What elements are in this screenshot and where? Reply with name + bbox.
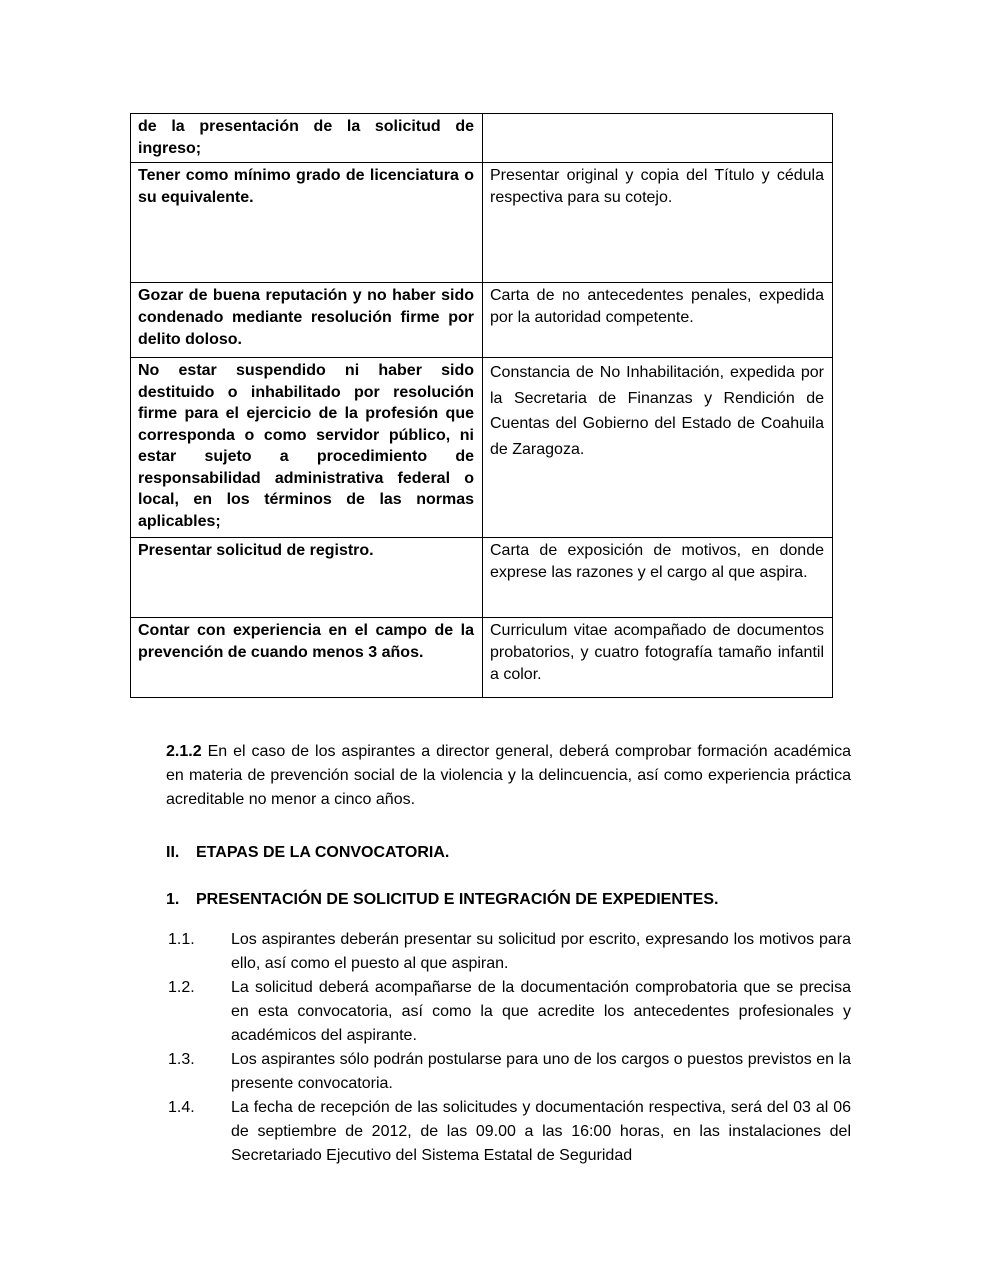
requirement-cell: No estar suspendido ni haber sido destituido o inhabilitado por resolución firme para el ejercicio de la profesión que corresponda o como servidor público, ni estar sujeto a procedimiento de responsabilidad administrativa federal o local, en los términos de las normas aplicables; (131, 358, 483, 538)
document-cell: Curriculum vitae acompañado de documentos probatorios, y cuatro fotografía tamaño infantil a color. (483, 618, 833, 698)
section-numeral: II. (166, 844, 180, 861)
section-heading-etapas (166, 843, 866, 863)
paragraph-2-1-2 (166, 740, 851, 812)
list-item-text: Los aspirantes deberán presentar su solicitud por escrito, expresando los motivos para ello, así como el puesto al que aspiran. (231, 931, 851, 972)
requirement-cell: Tener como mínimo grado de licenciatura o su equivalente. (131, 163, 483, 283)
document-cell: Carta de no antecedentes penales, expedida por la autoridad competente. (483, 283, 833, 358)
list-item (168, 1096, 851, 1168)
document-cell: Carta de exposición de motivos, en donde exprese las razones y el cargo al que aspira. (483, 538, 833, 618)
list-item (168, 928, 851, 976)
list-item-number: 1.2. (168, 979, 195, 996)
subsection-heading-presentacion (166, 890, 866, 910)
list-item-number: 1.4. (168, 1099, 195, 1116)
section-title: ETAPAS DE LA CONVOCATORIA. (196, 844, 450, 861)
table-row (131, 618, 833, 698)
list-item-text: Los aspirantes sólo podrán postularse para uno de los cargos o puestos previstos en la presente convocatoria. (231, 1051, 851, 1092)
table-row (131, 114, 833, 163)
list-item-number: 1.1. (168, 931, 195, 948)
document-cell: Constancia de No Inhabilitación, expedida por la Secretaria de Finanzas y Rendición de Cuentas del Gobierno del Estado de Coahuila de Zaragoza. (483, 358, 833, 538)
paragraph-text: En el caso de los aspirantes a director general, deberá comprobar formación académica en materia de prevención social de la violencia y la delincuencia, así como experiencia práctica acreditable no menor a cinco años. (166, 743, 851, 808)
list-item-text: La solicitud deberá acompañarse de la documentación comprobatoria que se precisa en esta convocatoria, así como la que acredite los antecedentes profesionales y académicos del aspirante. (231, 979, 851, 1044)
table-row (131, 358, 833, 538)
numbered-list (168, 928, 851, 1168)
list-item (168, 1048, 851, 1096)
requirement-cell: Gozar de buena reputación y no haber sido condenado mediante resolución firme por delito doloso. (131, 283, 483, 358)
table-row (131, 283, 833, 358)
list-item-text: La fecha de recepción de las solicitudes y documentación respectiva, será del 03 al 06 de septiembre de 2012, de las 09.00 a las 16:00 horas, en las instalaciones del Secretariado Ejecutivo del Sistema Estatal de Seguridad (231, 1099, 851, 1164)
document-cell: Presentar original y copia del Título y cédula respectiva para su cotejo. (483, 163, 833, 283)
list-item-number: 1.3. (168, 1051, 195, 1068)
table-row (131, 538, 833, 618)
table-row (131, 163, 833, 283)
document-cell (483, 114, 833, 163)
requirement-cell: de la presentación de la solicitud de ingreso; (131, 114, 483, 163)
subsection-title: PRESENTACIÓN DE SOLICITUD E INTEGRACIÓN DE EXPEDIENTES. (196, 891, 719, 908)
paragraph-number: 2.1.2 (166, 743, 202, 760)
requirements-table (130, 113, 833, 698)
requirement-cell: Contar con experiencia en el campo de la prevención de cuando menos 3 años. (131, 618, 483, 698)
requirement-cell: Presentar solicitud de registro. (131, 538, 483, 618)
subsection-number: 1. (166, 891, 180, 908)
list-item (168, 976, 851, 1048)
